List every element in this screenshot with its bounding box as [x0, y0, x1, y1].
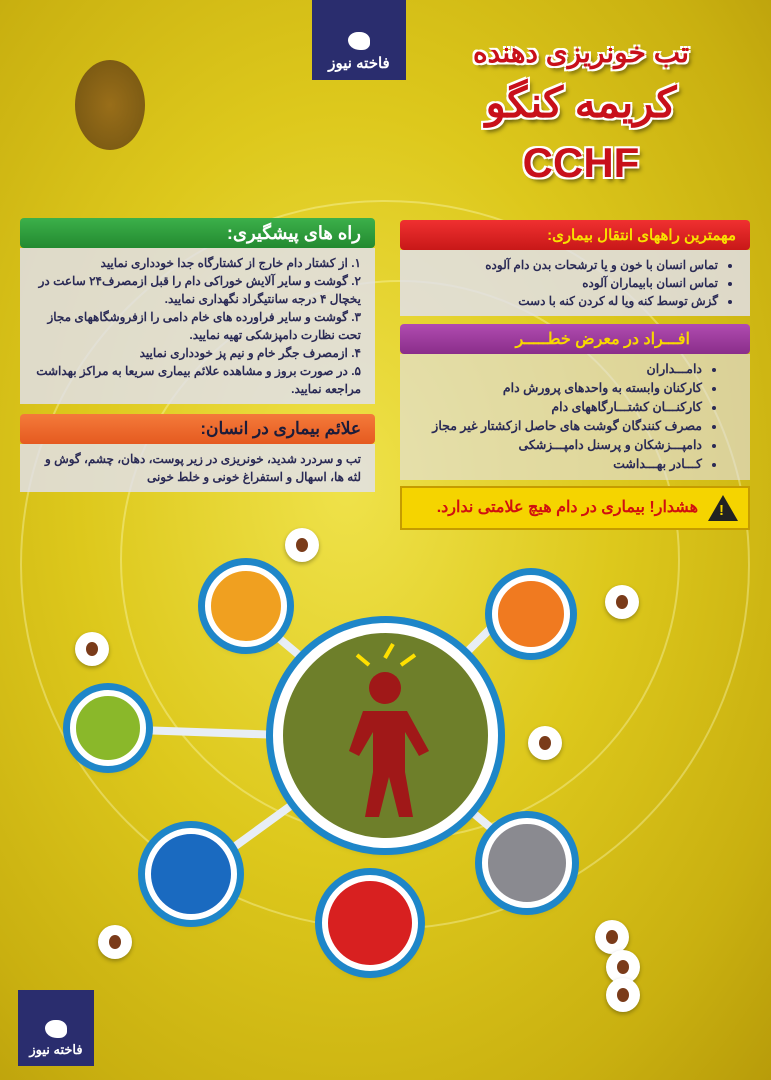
tick-bubble-icon	[98, 925, 132, 959]
logo-text: فاخته نیوز	[29, 1042, 83, 1057]
rabbit-circle	[70, 690, 146, 766]
tick-bubble-icon	[75, 632, 109, 666]
tick-bubble-icon	[595, 920, 629, 954]
dog-circle	[145, 828, 237, 920]
title-line1: تب خونریزی دهنده	[472, 37, 690, 68]
transmission-heading: مهمترین راههای انتقال بیماری:	[400, 220, 750, 250]
prevention-item: ۵. در صورت بروز و مشاهده علائم بیماری سریعا به مراکز بهداشت مراجعه نمایید.	[36, 364, 361, 396]
logo-text: فاخته نیوز	[328, 55, 390, 72]
bird-icon	[348, 32, 370, 50]
ostrich-circle	[205, 565, 287, 647]
tick-bubble-icon	[605, 585, 639, 619]
prevention-item: ۳. گوشت و سایر فراورده های خام دامی را ازفروشگاههای مجاز تحت نظارت دامپزشکی تهیه نمایید.	[47, 310, 361, 342]
at-risk-item: • کارکنـــان کشتـــارگاههای دام	[414, 398, 702, 417]
warning-icon-glyph: !	[719, 502, 724, 519]
symptoms-heading: علائم بیماری در انسان:	[20, 414, 375, 444]
logo-top	[312, 0, 406, 80]
tick-bubble-icon	[528, 726, 562, 760]
sick-person-icon	[283, 633, 488, 838]
at-risk-item: • کارکنان وابسته به واحدهای پرورش دام	[414, 379, 702, 398]
prevention-item: ۱. از کشتار دام خارج از کشتارگاه جدا خودداری نمایید	[100, 256, 361, 270]
prevention-heading: راه های پیشگیری:	[20, 218, 375, 248]
transmission-body	[400, 250, 750, 316]
left-column	[20, 218, 375, 492]
cow-circle	[492, 575, 570, 653]
sheep-circle	[322, 875, 418, 971]
logo-bottom	[18, 990, 94, 1066]
at-risk-heading: افـــراد در معرض خطـــــر	[400, 324, 750, 354]
at-risk-body	[400, 354, 750, 480]
tick-illustration	[75, 60, 145, 150]
title-line2: کریمه کنگو	[485, 79, 677, 126]
transmission-item: • تماس انسان با خون و یا ترشحات بدن دام آلوده	[414, 256, 718, 274]
transmission-item: • تماس انسان بابیماران آلوده	[414, 274, 718, 292]
at-risk-item: • کـــادر بهـــداشت	[414, 455, 702, 474]
bird-icon	[45, 1020, 67, 1038]
prevention-item: ۲. گوشت و سایر آلایش خوراکی دام را قبل ازمصرف۲۴ ساعت در یخچال ۴ درجه سانتیگراد نگهداری نمایید.	[38, 274, 361, 306]
warning-text: هشدار! بیماری در دام هیچ علامتی ندارد.	[436, 499, 698, 516]
warning-icon	[708, 495, 738, 521]
slaughter-circle	[482, 818, 572, 908]
transmission-item: • گزش توسط کنه ویا له کردن کنه با دست	[414, 292, 718, 310]
warning-box	[400, 486, 750, 530]
right-column	[400, 220, 750, 530]
tick-bubble-icon	[606, 978, 640, 1012]
at-risk-item: • دامـــداران	[414, 360, 702, 379]
prevention-item: ۴. ازمصرف جگر خام و نیم پز خودداری نمایید	[139, 346, 361, 360]
prevention-body	[20, 248, 375, 404]
at-risk-item: • دامپـــزشکان و پرسنل دامپـــزشکی	[414, 436, 702, 455]
title-line3: CCHF	[522, 139, 640, 186]
at-risk-item: • مصرف کنندگان گوشت های حاصل ازکشتار غیر مجاز	[414, 417, 702, 436]
central-person-circle	[273, 623, 498, 848]
tick-bubble-icon	[285, 528, 319, 562]
symptoms-text: تب و سردرد شدید، خونریزی در زیر پوست، دهان، چشم، گوش و لثه ها، اسهال و استفراغ خونی و خلط خونی	[20, 444, 375, 492]
